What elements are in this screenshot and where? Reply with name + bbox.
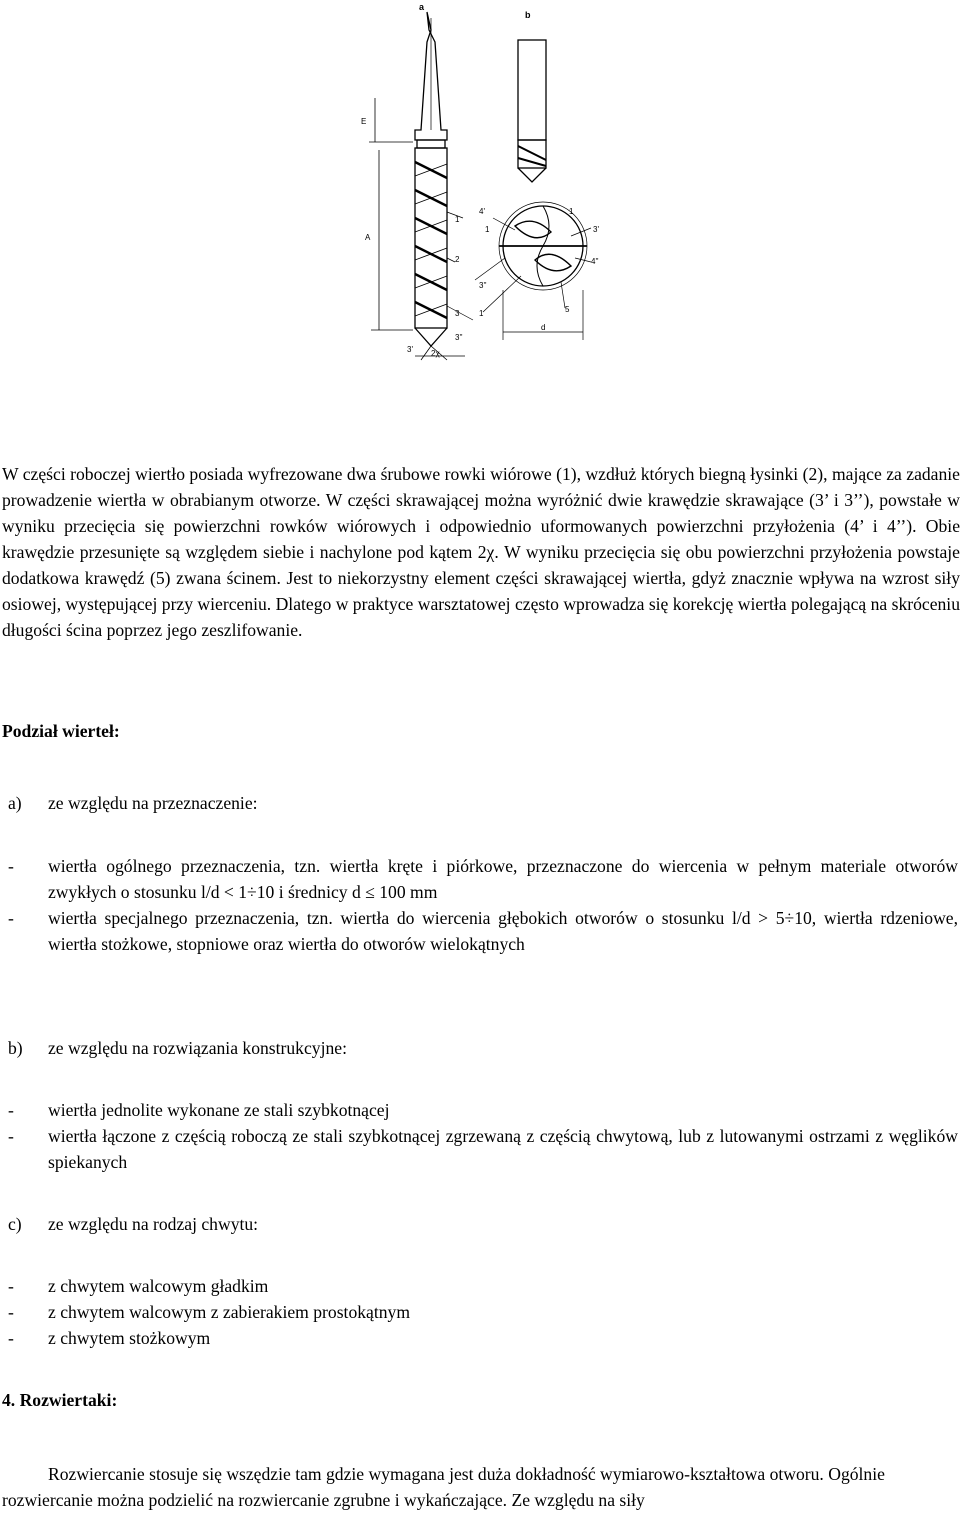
category-a-list — [8, 853, 958, 957]
category-b-label: b) — [8, 1038, 23, 1058]
label-a: a — [419, 2, 425, 12]
category-b-text: ze względu na rozwiązania konstrukcyjne: — [48, 1038, 347, 1058]
label-2: 2 — [455, 255, 460, 264]
category-a-label: a) — [8, 793, 22, 813]
label-c5: 5 — [565, 305, 570, 314]
intro-paragraph — [2, 461, 960, 643]
category-a — [8, 790, 258, 816]
label-3: 3 — [455, 309, 460, 318]
paragraph-text: Rozwiercanie stosuje się wszędzie tam gdzie wymagana jest duża dokładność wymiarowo-kształtowa otworu. Ogólnie rozwiercanie można podzielić na rozwiercanie zgrubne i wykańczające. Ze względu na siły — [2, 1464, 885, 1510]
label-dim-a: A — [365, 233, 371, 242]
category-b — [8, 1035, 347, 1061]
list-item: - wiertła ogólnego przeznaczenia, tzn. wiertła kręte i piórkowe, przeznaczone do wiercenia w pełnym materiale otworów zwykłych o stosunku l/d < 1÷10 i średnicy d ≤ 100 mm — [8, 856, 958, 902]
label-c3pp: 3'' — [479, 281, 487, 290]
section-heading-reamers: 4. Rozwiertaki: — [2, 1390, 118, 1410]
category-c-text: ze względu na rodzaj chwytu: — [48, 1214, 259, 1234]
list-item: - z chwytem walcowym gładkim — [8, 1276, 269, 1296]
label-c4p: 4' — [479, 207, 485, 216]
category-a-text: ze względu na przeznaczenie: — [48, 793, 258, 813]
paragraph-text: W części roboczej wiertło posiada wyfrezowane dwa śrubowe rowki wiórowe (1), wzdłuż których biegną łysinki (2), mające za zadanie prowadzenie wiertła w obrabianym otworze. W części skrawającej można wyróżnić dwie krawędzie skrawające (3’ i 3’’), powstałe w wyniku przecięcia się powierzchni rowków wiórowych i odpowiednio uformowanych powierzchni przyłożenia (4’ i 4’’). Obie krawędzie przesunięte są względem siebie i nachylone pod kątem 2χ. W wyniku przecięcia się obu powierzchni przyłożenia powstaje dodatkowa krawędź (5) zwana ścinem. Jest to niekorzystny element części skrawającej wiertła, gdyż znacznie wpływa na wzrost siły osiowej, występującej przy wierceniu. Dlatego w praktyce warsztatowej często wprowadza się korekcję wiertła polegającą na skróceniu długości ścina poprzez jego zeszlifowanie. — [2, 464, 960, 640]
list-item: - wiertła specjalnego przeznaczenia, tzn. wiertła do wiercenia głębokich otworów o stosunku l/d > 5÷10, wiertła rdzeniowe, wiertła stożkowe, stopniowe oraz wiertła do otworów wielokątnych — [8, 908, 958, 954]
label-c1b: 1 — [479, 309, 484, 318]
section-heading-drills: Podział wierteł: — [2, 721, 120, 741]
label-3pp: 3'' — [455, 333, 463, 342]
label-c3p: 3' — [593, 225, 599, 234]
label-c1l: 1 — [485, 225, 490, 234]
label-1: 1 — [455, 215, 460, 224]
label-2chi: 2χ — [431, 349, 440, 358]
label-c1r: 1 — [569, 207, 574, 216]
drill-drawing — [355, 0, 605, 368]
category-b-list — [8, 1097, 958, 1175]
drill-diagram — [355, 0, 605, 368]
label-c4pp: 4'' — [591, 257, 599, 266]
category-c-label: c) — [8, 1214, 22, 1234]
list-item: - z chwytem stożkowym — [8, 1328, 211, 1348]
list-item: - z chwytem walcowym z zabierakiem prostokątnym — [8, 1302, 411, 1322]
drill-b-shank — [518, 40, 546, 140]
reamers-paragraph — [2, 1461, 960, 1513]
category-c-list — [8, 1273, 958, 1351]
category-c — [8, 1211, 258, 1237]
label-3p: 3' — [407, 345, 413, 354]
label-dim-top: E — [361, 117, 367, 126]
list-item: - wiertła łączone z częścią roboczą ze stali szybkotnącej zgrzewaną z częścią chwytową, lub z lutowanymi ostrzami z węglików spiekanych — [8, 1126, 958, 1172]
label-b: b — [525, 10, 531, 20]
label-d: d — [541, 323, 546, 332]
list-item: - wiertła jednolite wykonane ze stali szybkotnącej — [8, 1100, 390, 1120]
